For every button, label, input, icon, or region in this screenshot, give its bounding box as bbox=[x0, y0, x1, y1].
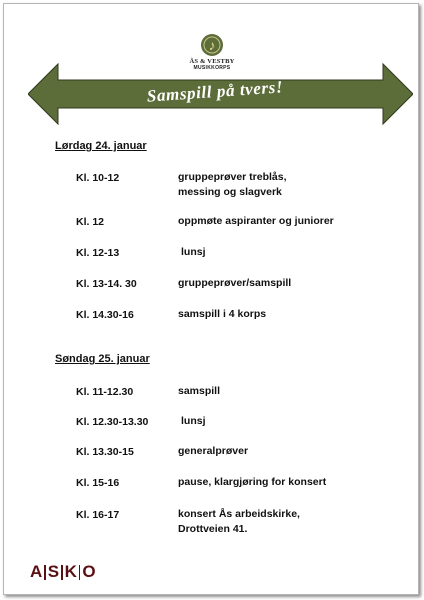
asko-logo bbox=[30, 563, 96, 581]
asko-letter: O bbox=[82, 562, 96, 581]
asko-divider bbox=[61, 565, 63, 580]
asko-letter: K bbox=[64, 562, 77, 581]
banner-title: Samspill på tvers! bbox=[146, 77, 284, 106]
activity-line: messing og slagverk bbox=[178, 186, 282, 198]
activity-line: generalprøver bbox=[178, 445, 249, 457]
activity-line: Drottveien 41. bbox=[178, 523, 248, 535]
svg-text:♪: ♪ bbox=[208, 39, 216, 54]
activity-line: pause, klargjøring for konsert bbox=[178, 476, 327, 488]
activity-line: samspill i 4 korps bbox=[178, 308, 267, 320]
activity-line: samspill bbox=[178, 385, 221, 397]
activity-line: oppmøte aspiranter og juniorer bbox=[178, 215, 334, 227]
time-slot: Kl. 16-17 bbox=[76, 509, 120, 521]
activity-line: gruppeprøver treblås, bbox=[178, 171, 287, 183]
time-slot: Kl. 12 bbox=[76, 216, 105, 228]
time-slot: Kl. 13.30-15 bbox=[76, 446, 134, 458]
time-slot: Kl. 15-16 bbox=[76, 477, 120, 489]
asko-letter: A bbox=[30, 562, 43, 581]
time-slot: Kl. 14.30-16 bbox=[76, 309, 134, 321]
activity-line: lunsj bbox=[181, 246, 206, 258]
activity-line: lunsj bbox=[181, 415, 206, 427]
activity-line: konsert Ås arbeidskirke, bbox=[178, 508, 300, 520]
day-heading-sunday: Søndag 25. januar bbox=[55, 353, 150, 365]
time-slot: Kl. 11-12.30 bbox=[76, 386, 134, 398]
logo-line2: MUSIKKORPS bbox=[193, 65, 231, 71]
asko-divider bbox=[79, 565, 81, 580]
asko-divider bbox=[44, 565, 46, 580]
day-heading-saturday: Lørdag 24. januar bbox=[55, 140, 147, 152]
time-slot: Kl. 12.30-13.30 bbox=[76, 416, 149, 428]
activity-line: gruppeprøver/samspill bbox=[178, 277, 292, 289]
time-slot: Kl. 13-14. 30 bbox=[76, 278, 137, 290]
time-slot: Kl. 12-13 bbox=[76, 247, 120, 259]
logo-line1: ÅS & VESTBY bbox=[189, 58, 235, 65]
time-slot: Kl. 10-12 bbox=[76, 172, 120, 184]
asko-letter: S bbox=[47, 562, 60, 581]
